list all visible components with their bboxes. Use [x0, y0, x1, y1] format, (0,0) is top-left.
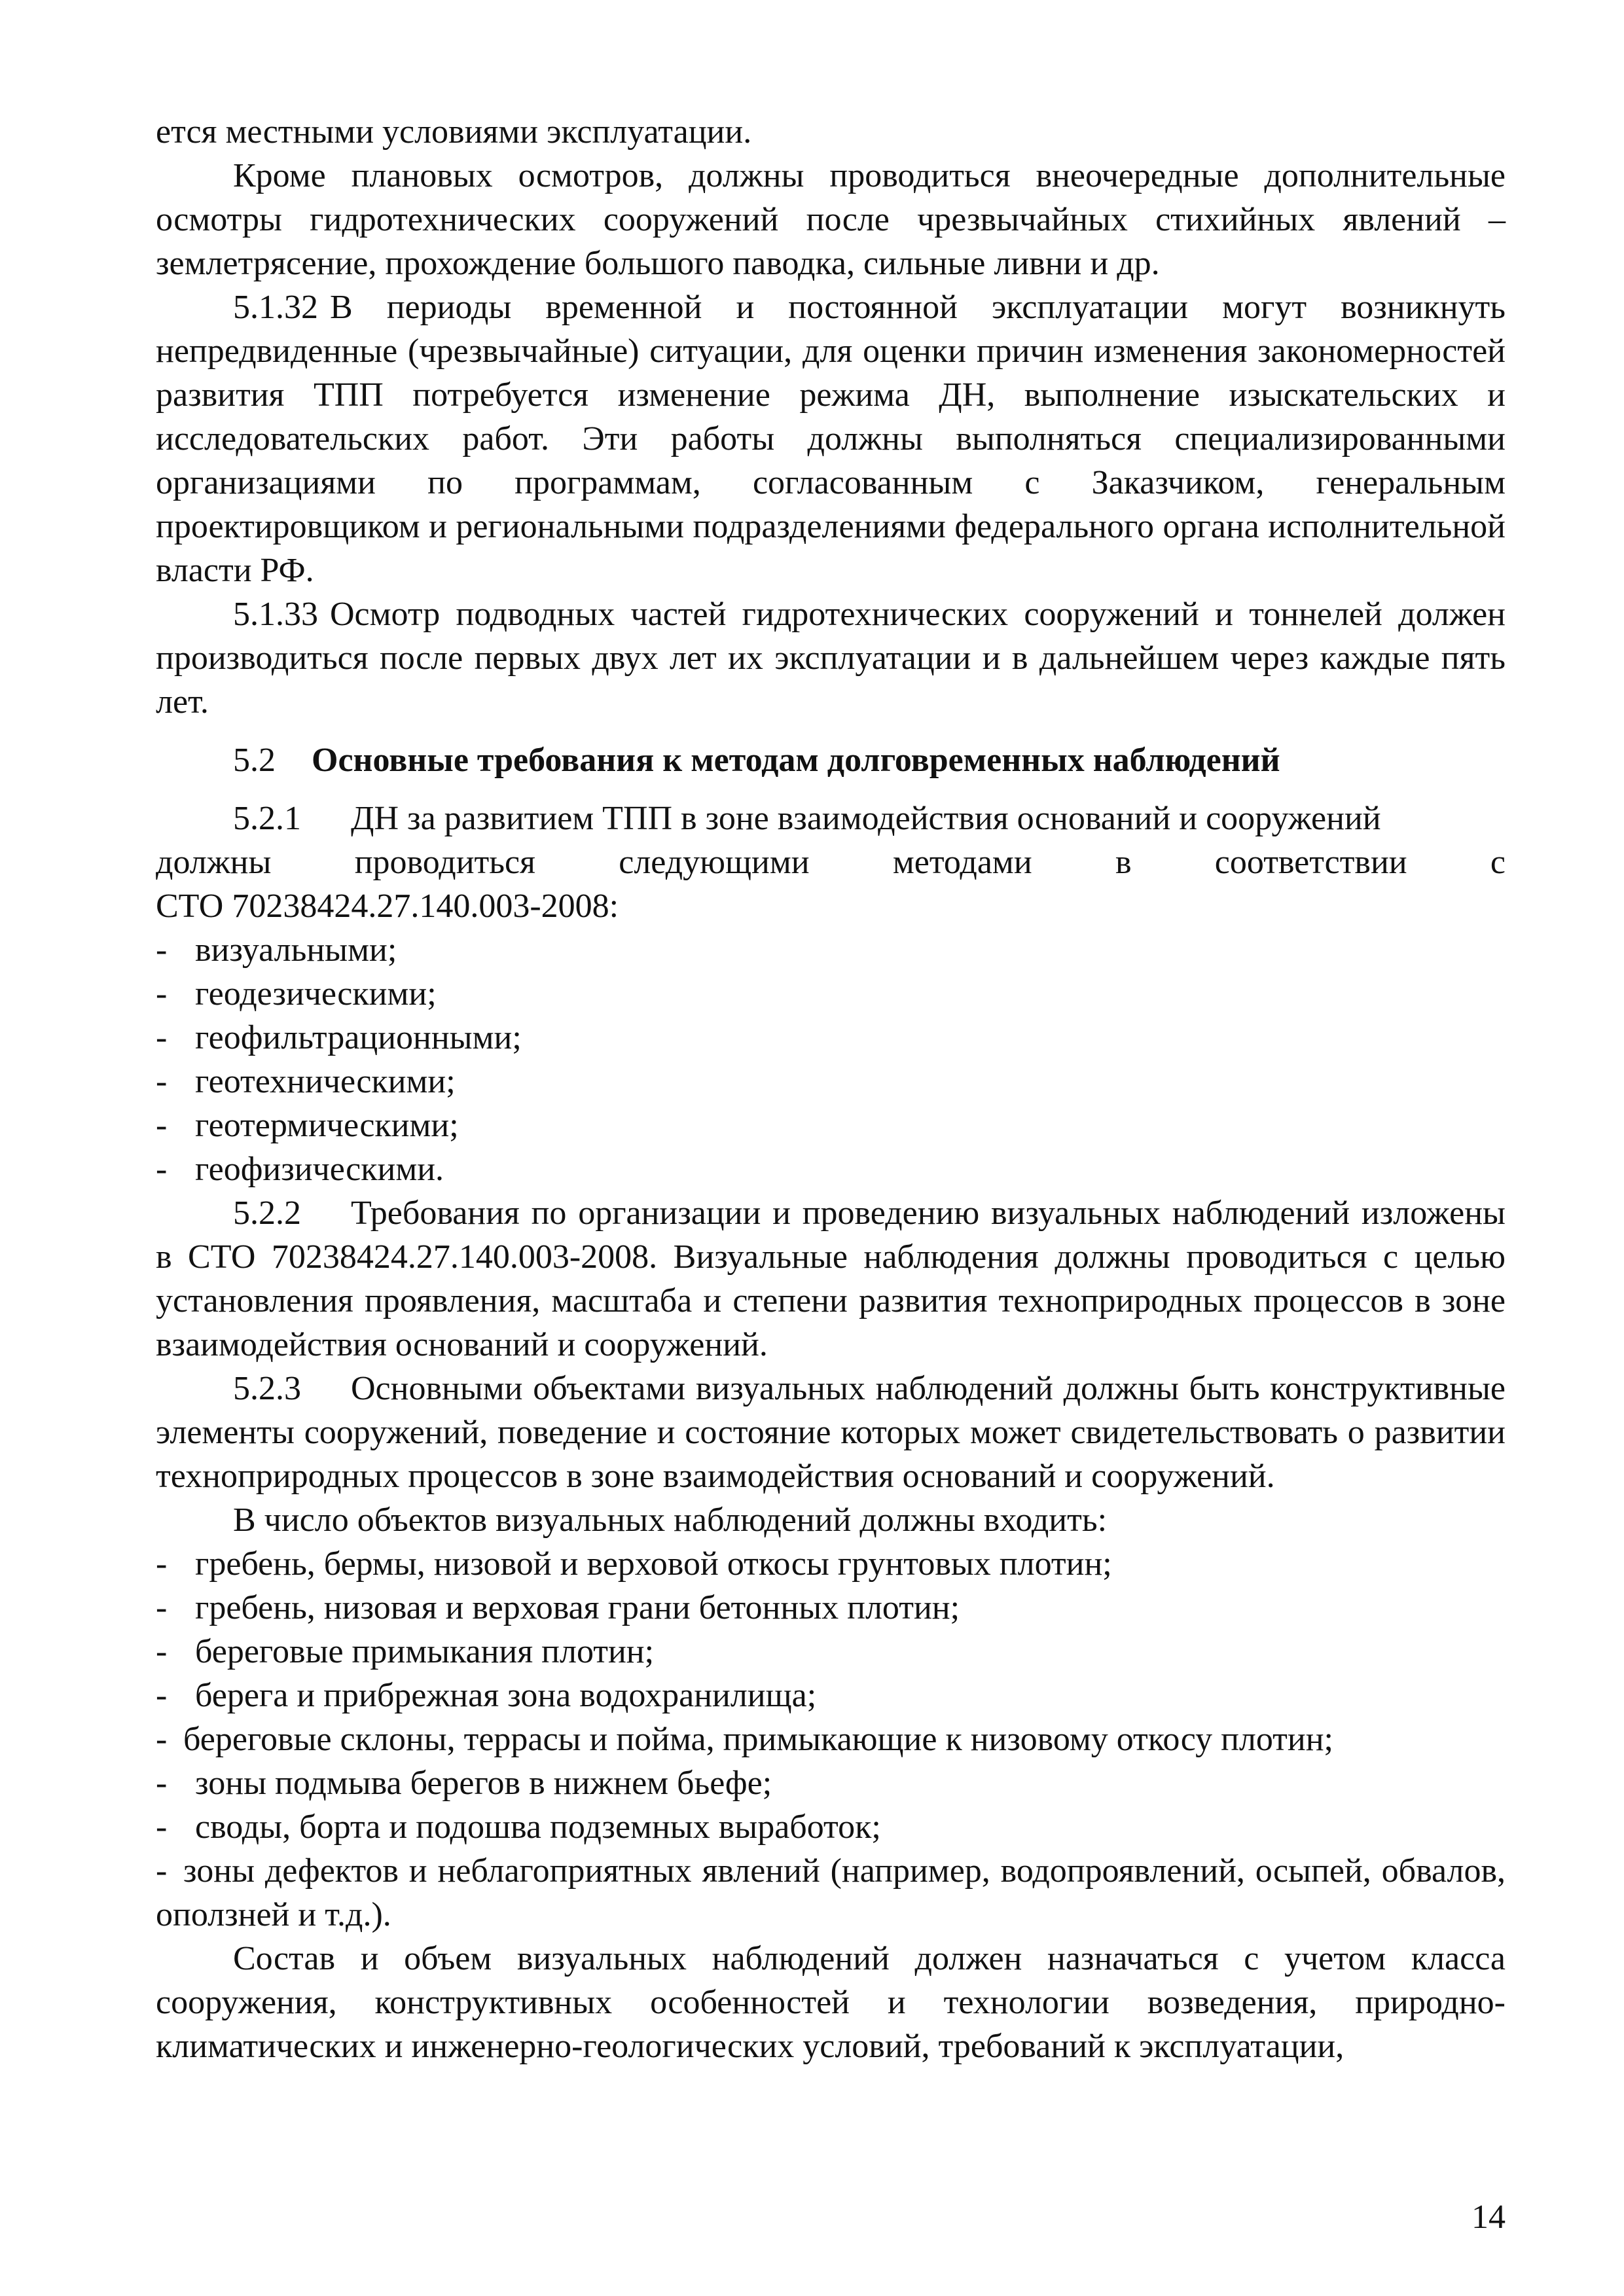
- list-item: - своды, борта и подошва подземных выработок;: [156, 1808, 881, 1846]
- clause-text: В периоды временной и постоянной эксплуатации могут возникнуть непредвиденные (чрезвычайные) ситуации, для оценки причин изменения закономерностей развития ТПП потребуется изменение режима ДН, выполнение изыскательских и исследовательских работ. Эти работы должны выполняться специализированными организациями по программам, согласованным с Заказчиком, генеральным проектировщиком и региональными подразделениями федерального органа исполнительной власти РФ.: [156, 289, 1506, 589]
- list-item: - визуальными;: [156, 931, 397, 969]
- list-item: - гребень, бермы, низовой и верховой откосы грунтовых плотин;: [156, 1545, 1112, 1583]
- list-item: - геофизическими.: [156, 1151, 444, 1188]
- clause-text: Требования по организации и проведению визуальных наблюдений изложены в СТО 70238424.27.140.003-2008. Визуальные наблюдения должны проводиться с целью установления проявления, масштаба и степени развития техноприродных процессов в зоне взаимодействия оснований и сооружений.: [156, 1194, 1506, 1363]
- list-item: - геофильтрационными;: [156, 1019, 522, 1056]
- paragraph-5-1-32: [156, 285, 1506, 592]
- paragraph-extraordinary-inspections: Кроме плановых осмотров, должны проводиться внеочередные дополнительные осмотры гидротехнических сооружений после чрезвычайных стихийных явлений – землетрясение, прохождение большого паводка, сильные ливни и др.: [156, 157, 1506, 282]
- clause-text: Основными объектами визуальных наблюдений должны быть конструктивные элементы сооружений, поведение и состояние которых может свидетельствовать о развитии техноприродных процессов в зоне взаимодействия оснований и сооружений.: [156, 1370, 1506, 1495]
- list-item: - геодезическими;: [156, 975, 437, 1013]
- clause-number: 5.2.3: [233, 1370, 301, 1407]
- list-item: - зоны дефектов и неблагоприятных явлений (например, водопроявлений, осыпей, обвалов, оползней и т.д.).: [156, 1852, 1506, 1933]
- list-item: - береговые примыкания плотин;: [156, 1633, 655, 1670]
- page-number: 14: [1471, 2198, 1506, 2236]
- clause-text: ДН за развитием ТПП в зоне взаимодействия оснований и сооружений: [351, 800, 1381, 837]
- clause-number: 5.1.32: [233, 289, 318, 326]
- clause-number: 5.1.33: [233, 596, 318, 633]
- section-number: 5.2: [233, 742, 276, 779]
- objects-list: [156, 1542, 1506, 1937]
- clause-number: 5.2.1: [233, 800, 301, 837]
- continuation-line: ется местными условиями эксплуатации.: [156, 113, 752, 151]
- list-item: - гребень, низовая и верховая грани бетонных плотин;: [156, 1589, 960, 1626]
- methods-list: [156, 928, 1506, 1191]
- paragraph-5-2-2: [156, 1191, 1506, 1367]
- list-item: - геотермическими;: [156, 1107, 459, 1144]
- list-item: - зоны подмыва берегов в нижнем бьефе;: [156, 1765, 772, 1802]
- list-item: - геотехническими;: [156, 1063, 456, 1100]
- list-item: - берега и прибрежная зона водохранилища;: [156, 1677, 817, 1714]
- paragraph-5-2-1-line3: СТО 70238424.27.140.003-2008:: [156, 888, 619, 925]
- clause-text: Осмотр подводных частей гидротехнических сооружений и тоннелей должен производиться после первых двух лет их эксплуатации и в дальнейшем через каждые пять лет.: [156, 596, 1506, 721]
- paragraph-5-2-1-line1: [156, 797, 1506, 840]
- clause-number: 5.2.2: [233, 1194, 301, 1232]
- paragraph-scope: Состав и объем визуальных наблюдений должен назначаться с учетом класса сооружения, конструктивных особенностей и технологии возведения, природно-климатических и инженерно-геологических условий, требований к эксплуатации,: [156, 1940, 1506, 2065]
- document-body: [156, 110, 1506, 2068]
- section-heading-5-2: [156, 738, 1506, 782]
- paragraph-5-1-33: [156, 592, 1506, 724]
- paragraph-5-2-1-line2: должны проводиться следующими методами в соответствии с: [156, 844, 1506, 881]
- list-item: - береговые склоны, террасы и пойма, примыкающие к низовому откосу плотин;: [156, 1721, 1334, 1758]
- paragraph-5-2-3: [156, 1367, 1506, 1498]
- section-title: Основные требования к методам долговременных наблюдений: [312, 742, 1280, 779]
- objects-intro: В число объектов визуальных наблюдений должны входить:: [233, 1501, 1108, 1539]
